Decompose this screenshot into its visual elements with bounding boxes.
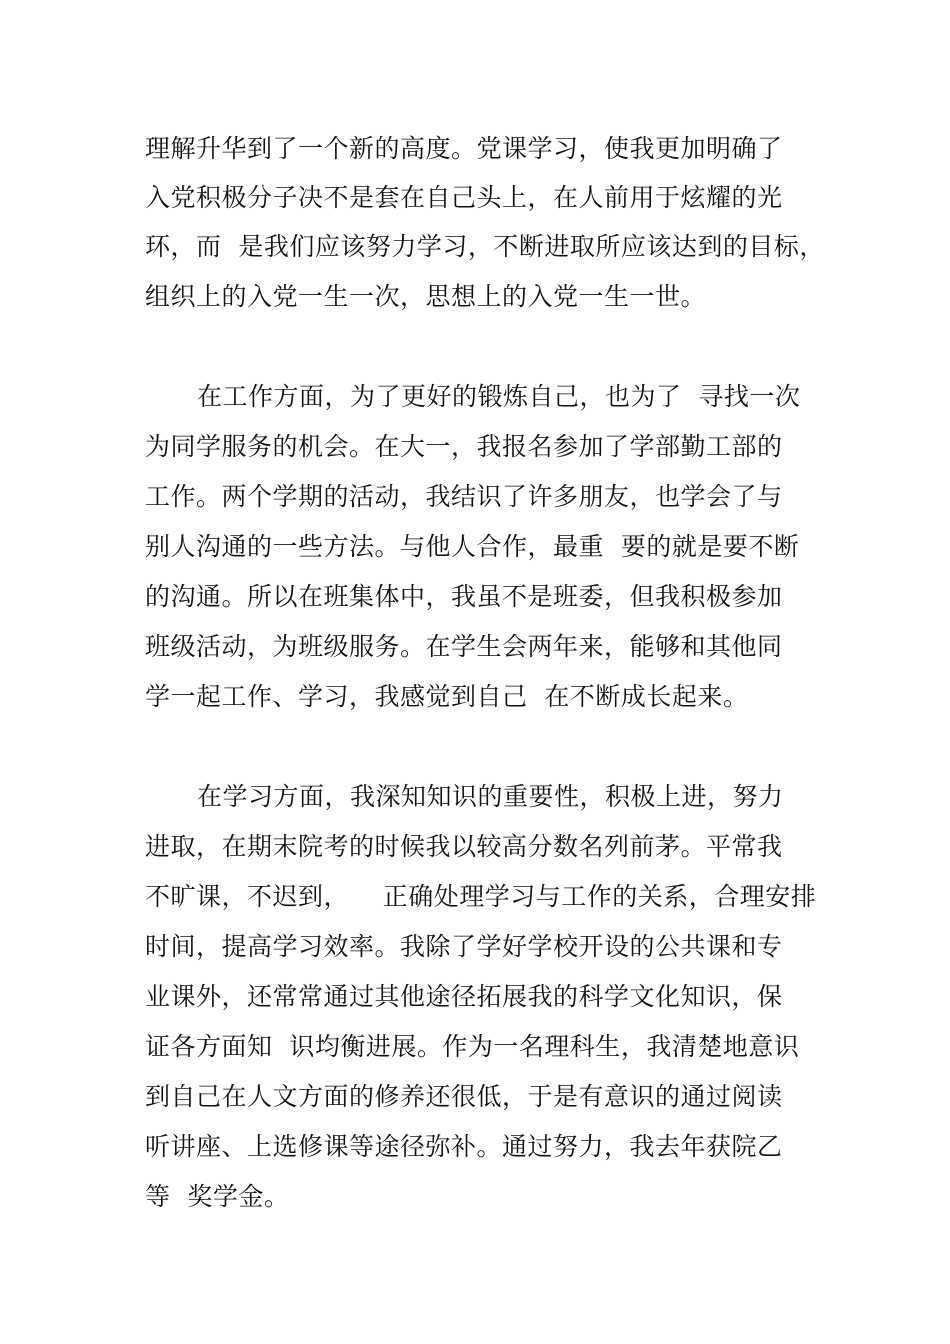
text-line: 证各方面知 识均衡进展。作为一名理科生，我清楚地意识 bbox=[145, 1032, 800, 1061]
text-line: 入党积极分子决不是套在自己头上，在人前用于炫耀的光 bbox=[145, 183, 783, 212]
text-line: 时间，提高学习效率。我除了学好学校开设的公共课和专 bbox=[145, 932, 783, 961]
text-line: 进取，在期末院考的时候我以较高分数名列前茅。平常我 bbox=[145, 832, 783, 861]
text-line: 的沟通。所以在班集体中，我虽不是班委，但我积极参加 bbox=[145, 582, 783, 611]
text-line: 在学习方面，我深知知识的重要性，积极上进，努力 bbox=[197, 782, 784, 811]
text-line: 别人沟通的一些方法。与他人合作，最重 要的就是要不断 bbox=[145, 532, 800, 561]
text-line: 到自己在人文方面的修养还很低，于是有意识的通过阅读 bbox=[145, 1082, 783, 1111]
text-line: 在工作方面，为了更好的锻炼自己，也为了 寻找一次 bbox=[197, 382, 801, 411]
text-line: 不旷课，不迟到， 正确处理学习与工作的关系，合理安排 bbox=[145, 882, 817, 911]
text-line: 工作。两个学期的活动，我结识了许多朋友，也学会了与 bbox=[145, 482, 783, 511]
text-line: 组织上的入党一生一次，思想上的入党一生一世。 bbox=[145, 282, 707, 311]
text-line: 环，而 是我们应该努力学习，不断进取所应该达到的目标， bbox=[145, 232, 825, 261]
text-line: 班级活动，为班级服务。在学生会两年来，能够和其他同 bbox=[145, 632, 783, 661]
text-line: 学一起工作、学习，我感觉到自己 在不断成长起来。 bbox=[145, 682, 749, 711]
text-line: 等 奖学金。 bbox=[145, 1182, 290, 1211]
text-line: 为同学服务的机会。在大一，我报名参加了学部勤工部的 bbox=[145, 432, 783, 461]
text-line: 理解升华到了一个新的高度。党课学习，使我更加明确了 bbox=[145, 134, 783, 163]
text-line: 业课外，还常常通过其他途径拓展我的科学文化知识，保 bbox=[145, 982, 783, 1011]
text-line: 听讲座、上选修课等途径弥补。通过努力，我去年获院乙 bbox=[145, 1132, 783, 1161]
